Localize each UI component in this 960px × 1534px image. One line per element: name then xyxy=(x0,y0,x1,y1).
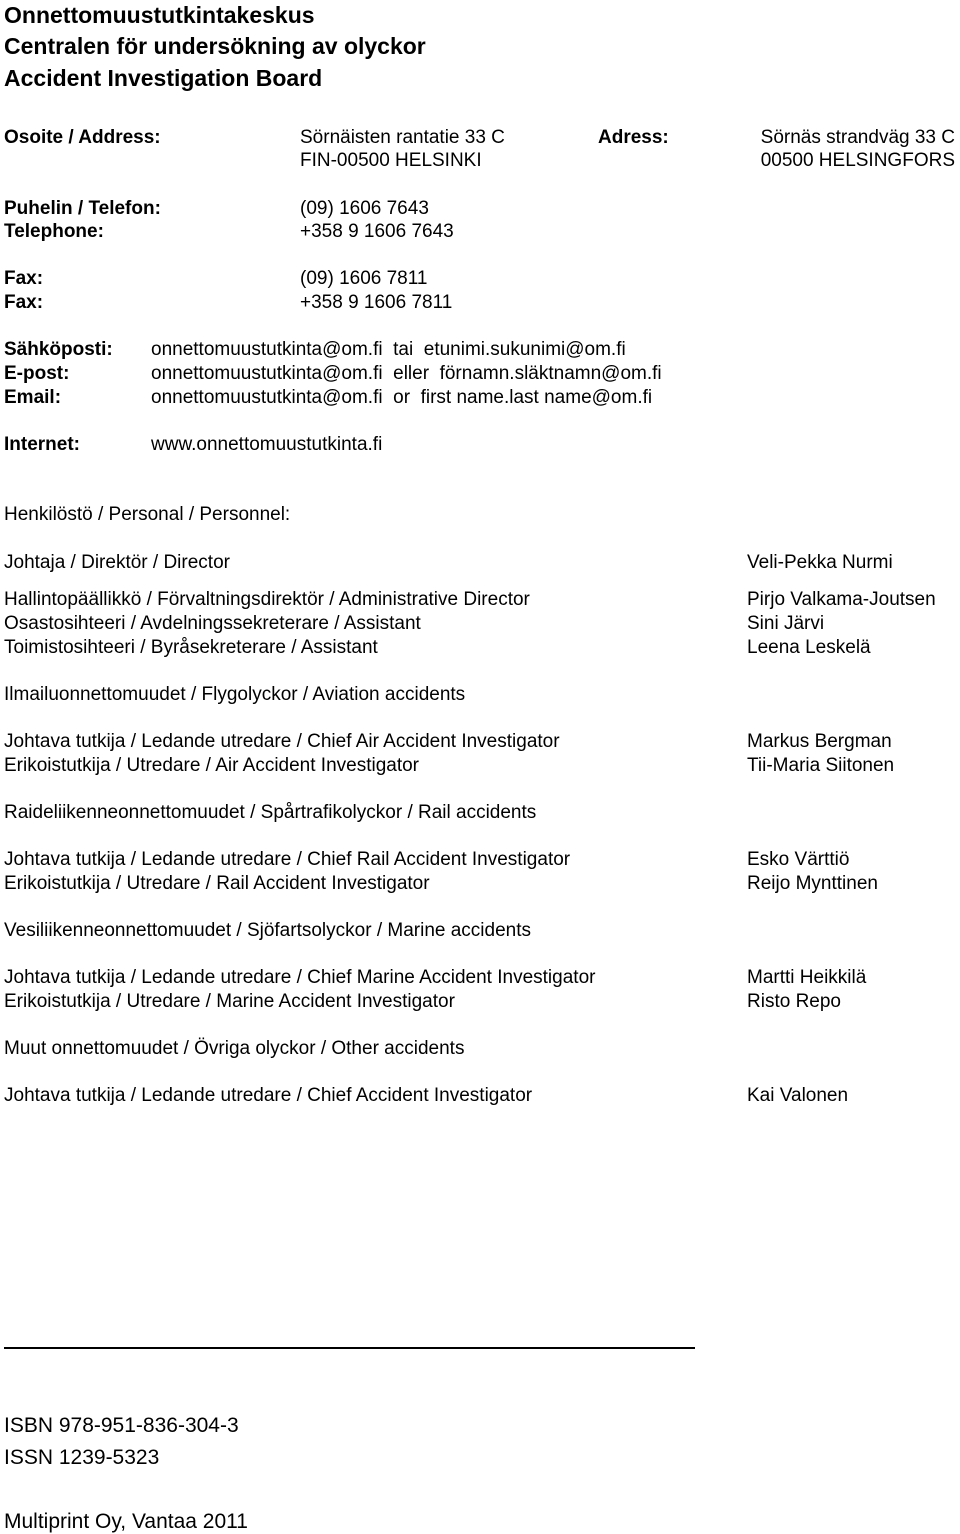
phone-label-en: Telephone: xyxy=(4,221,104,242)
admin-director-role: Hallintopäällikkö / Förvaltningsdirektör / Administrative Director xyxy=(4,589,530,610)
aviation-chief-role: Johtava tutkija / Ledande utredare / Chief Air Accident Investigator xyxy=(4,731,560,752)
director-role: Johtaja / Direktör / Director xyxy=(4,552,230,573)
phone-label-fi-sv: Puhelin / Telefon: xyxy=(4,198,161,219)
fax-domestic: (09) 1606 7811 xyxy=(300,268,428,289)
phone-international: +358 9 1606 7643 xyxy=(300,221,454,242)
email-fi[interactable]: onnettomuustutkinta@om.fi tai etunimi.sukunimi@om.fi xyxy=(151,339,626,360)
marine-heading: Vesiliikenneonnettomuudet / Sjöfartsolyckor / Marine accidents xyxy=(4,920,531,941)
internet-label: Internet: xyxy=(4,434,80,455)
isbn: ISBN 978-951-836-304-3 xyxy=(4,1414,239,1437)
marine-investigator-role: Erikoistutkija / Utredare / Marine Accident Investigator xyxy=(4,991,455,1012)
rail-investigator-role: Erikoistutkija / Utredare / Rail Accident Investigator xyxy=(4,873,430,894)
title-english: Accident Investigation Board xyxy=(4,65,323,91)
aviation-chief-name: Markus Bergman xyxy=(747,731,892,752)
fax-label-2: Fax: xyxy=(4,292,44,313)
other-chief-role: Johtava tutkija / Ledande utredare / Chief Accident Investigator xyxy=(4,1085,533,1106)
address-label: Osoite / Address: xyxy=(4,127,161,148)
dept-secretary-role: Osastosihteeri / Avdelningssekreterare / Assistant xyxy=(4,613,421,634)
dept-secretary-name: Sini Järvi xyxy=(747,613,825,634)
rail-investigator-name: Reijo Mynttinen xyxy=(747,873,878,894)
address-line-2: FIN-00500 HELSINKI xyxy=(300,150,482,171)
office-secretary-role: Toimistosihteeri / Byråsekreterare / Assistant xyxy=(4,637,378,658)
address-swedish-line-2: 00500 HELSINGFORS xyxy=(760,150,955,171)
printer: Multiprint Oy, Vantaa 2011 xyxy=(4,1510,248,1533)
rail-heading: Raideliikenneonnettomuudet / Spårtrafikolyckor / Rail accidents xyxy=(4,802,537,823)
email-en[interactable]: onnettomuustutkinta@om.fi or first name.last name@om.fi xyxy=(151,387,653,408)
title-swedish: Centralen för undersökning av olyckor xyxy=(4,33,426,59)
issn: ISSN 1239-5323 xyxy=(4,1446,160,1469)
marine-chief-name: Martti Heikkilä xyxy=(747,967,867,988)
other-heading: Muut onnettomuudet / Övriga olyckor / Other accidents xyxy=(4,1038,465,1059)
rail-chief-role: Johtava tutkija / Ledande utredare / Chief Rail Accident Investigator xyxy=(4,849,571,870)
email-sv[interactable]: onnettomuustutkinta@om.fi eller förnamn.släktnamn@om.fi xyxy=(151,363,662,384)
address-label-swedish: Adress: xyxy=(598,127,669,148)
title-finnish: Onnettomuustutkintakeskus xyxy=(4,2,315,28)
email-label-fi: Sähköposti: xyxy=(4,339,113,360)
marine-investigator-name: Risto Repo xyxy=(747,991,841,1012)
address-swedish-line-1: Sörnäs strandväg 33 C xyxy=(760,127,955,148)
footer-separator xyxy=(4,1347,695,1349)
fax-international: +358 9 1606 7811 xyxy=(300,292,453,313)
email-label-en: Email: xyxy=(4,387,62,408)
rail-chief-name: Esko Värttiö xyxy=(747,849,850,870)
aviation-heading: Ilmailuonnettomuudet / Flygolyckor / Aviation accidents xyxy=(4,684,466,705)
phone-domestic: (09) 1606 7643 xyxy=(300,198,429,219)
office-secretary-name: Leena Leskelä xyxy=(747,637,871,658)
admin-director-name: Pirjo Valkama-Joutsen xyxy=(747,589,936,610)
director-name: Veli-Pekka Nurmi xyxy=(747,552,893,573)
marine-chief-role: Johtava tutkija / Ledande utredare / Chief Marine Accident Investigator xyxy=(4,967,596,988)
aviation-investigator-name: Tii-Maria Siitonen xyxy=(747,755,895,776)
aviation-investigator-role: Erikoistutkija / Utredare / Air Accident Investigator xyxy=(4,755,420,776)
fax-label-1: Fax: xyxy=(4,268,44,289)
email-label-sv: E-post: xyxy=(4,363,70,384)
staff-heading: Henkilöstö / Personal / Personnel: xyxy=(4,504,291,525)
internet-link[interactable]: www.onnettomuustutkinta.fi xyxy=(151,434,383,455)
address-line-1: Sörnäisten rantatie 33 C xyxy=(300,127,505,148)
other-chief-name: Kai Valonen xyxy=(747,1085,849,1106)
